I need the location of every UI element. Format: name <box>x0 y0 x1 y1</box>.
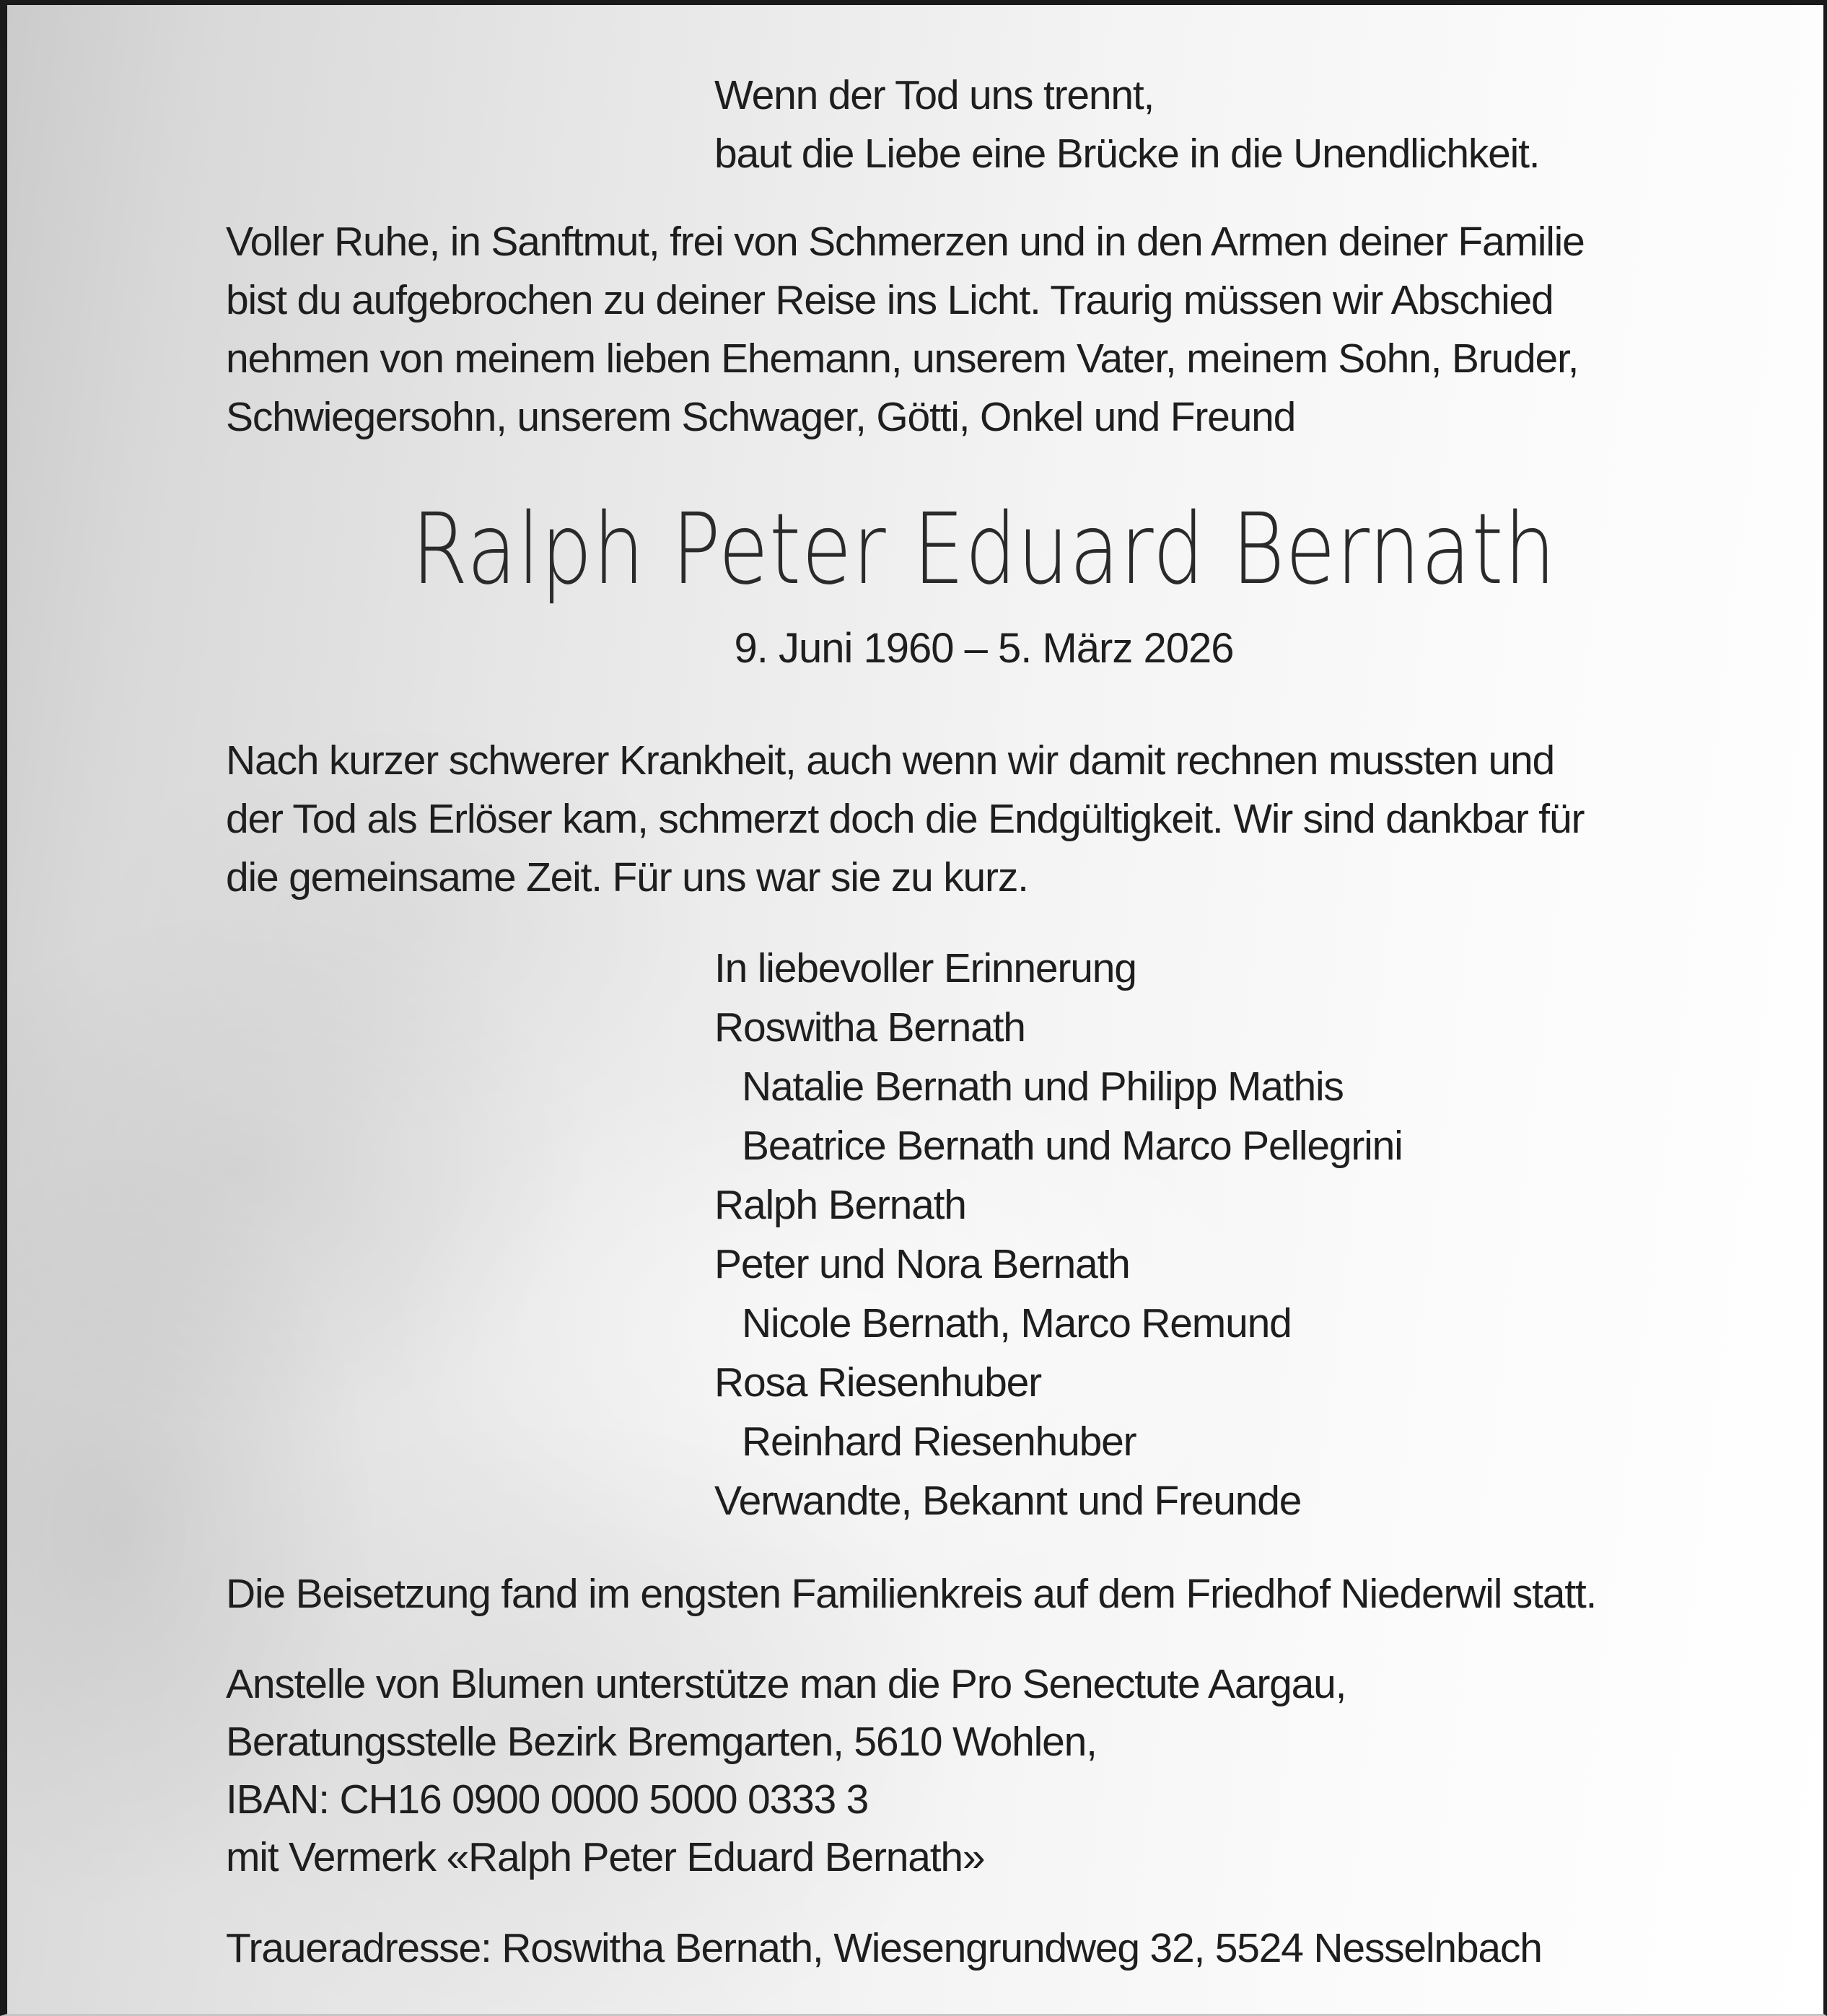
condolence-paragraph <box>226 732 1584 907</box>
mourner-line: Reinhard Riesenhuber <box>742 1419 1136 1465</box>
mourner-line: Nicole Bernath, Marco Remund <box>742 1300 1292 1346</box>
donation-line-1: Anstelle von Blumen unterstütze man die Pro Senectute Aargau, <box>226 1661 1346 1707</box>
life-dates: 9. Juni 1960 – 5. März 2026 <box>734 625 1234 672</box>
deceased-name: Ralph Peter Eduard Bernath <box>411 493 1556 607</box>
mourner-line: Rosa Riesenhuber <box>714 1359 1041 1406</box>
mourner-line: Peter und Nora Bernath <box>714 1241 1130 1287</box>
donation-line-2: Beratungsstelle Bezirk Bremgarten, 5610 Wohlen, <box>226 1719 1097 1765</box>
mourner-line: Ralph Bernath <box>714 1182 966 1228</box>
epigraph <box>714 66 1539 183</box>
burial-notice: Die Beisetzung fand im engsten Familienkreis auf dem Friedhof Niederwil statt. <box>226 1571 1597 1617</box>
mourner-line: Roswitha Bernath <box>714 1004 1025 1051</box>
condolence-line-3: die gemeinsame Zeit. Für uns war sie zu kurz. <box>226 854 1028 900</box>
donation-info <box>226 1655 1346 1886</box>
mourners-list <box>714 939 1403 1530</box>
mourner-line: Verwandte, Bekannt und Freunde <box>714 1478 1302 1524</box>
epigraph-line-1: Wenn der Tod uns trennt, <box>714 72 1155 118</box>
deceased-block <box>152 493 1816 678</box>
mourner-line: Natalie Bernath und Philipp Mathis <box>742 1064 1344 1110</box>
intro-line-2: bist du aufgebrochen zu deiner Reise ins Licht. Traurig müssen wir Abschied <box>226 277 1554 323</box>
donation-iban: IBAN: CH16 0900 0000 5000 0333 3 <box>226 1776 869 1823</box>
intro-line-3: nehmen von meinem lieben Ehemann, unserem Vater, meinem Sohn, Bruder, <box>226 336 1579 382</box>
intro-paragraph <box>226 213 1585 447</box>
condolence-line-1: Nach kurzer schwerer Krankheit, auch wenn wir damit rechnen mussten und <box>226 737 1555 784</box>
condolence-line-2: der Tod als Erlöser kam, schmerzt doch die Endgültigkeit. Wir sind dankbar für <box>226 796 1585 842</box>
mourner-line: Beatrice Bernath und Marco Pellegrini <box>742 1123 1403 1169</box>
intro-line-1: Voller Ruhe, in Sanftmut, frei von Schmerzen und in den Armen deiner Familie <box>226 219 1585 265</box>
mourning-address: Traueradresse: Roswitha Bernath, Wiesengrundweg 32, 5524 Nesselnbach <box>226 1925 1542 1971</box>
intro-line-4: Schwiegersohn, unserem Schwager, Götti, Onkel und Freund <box>226 394 1296 440</box>
mourner-line: In liebevoller Erinnerung <box>714 945 1136 991</box>
donation-memo: mit Vermerk «Ralph Peter Eduard Bernath» <box>226 1834 985 1880</box>
epigraph-line-2: baut die Liebe eine Brücke in die Unendlichkeit. <box>714 131 1540 177</box>
